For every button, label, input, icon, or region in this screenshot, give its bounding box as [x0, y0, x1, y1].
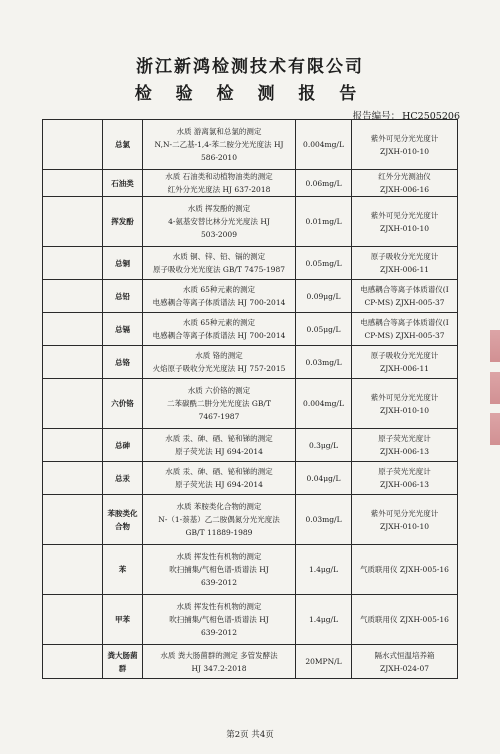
test-item-cell: 粪大肠菌群	[103, 645, 143, 679]
table-row	[43, 313, 458, 346]
table-row	[43, 545, 458, 595]
blank-cell	[43, 247, 103, 280]
method-line: 水质 挥发酚的测定	[187, 204, 251, 213]
blank-cell	[43, 280, 103, 313]
detection-limit-cell: 0.3μg/L	[296, 429, 352, 462]
table-row	[43, 495, 458, 545]
detection-limit-cell: 0.03mg/L	[296, 495, 352, 545]
method-cell	[143, 197, 296, 247]
company-name: 浙江新鸿检测技术有限公司	[136, 57, 364, 77]
method-line: 水质 六价铬的测定	[187, 386, 251, 395]
instrument-cell	[352, 495, 458, 545]
method-line: 水质 65种元素的测定	[183, 318, 255, 327]
method-line: 水质 汞、砷、硒、铋和锑的测定	[165, 434, 273, 443]
method-line: 水质 铜、锌、铅、镉的测定	[172, 252, 266, 261]
table-row	[43, 120, 458, 170]
blank-cell	[43, 429, 103, 462]
method-line: GB/T 11889-1989	[185, 528, 253, 537]
detection-limit-cell: 0.04μg/L	[296, 462, 352, 495]
instrument-line: 紫外可见分光光度计	[370, 392, 439, 402]
method-line: N-（1-萘基）乙二胺偶氮分光光度法	[158, 515, 280, 524]
blank-cell	[43, 313, 103, 346]
method-line: N,N-二乙基-1,4-苯二胺分光光度法 HJ	[154, 140, 284, 149]
test-item-cell: 总镉	[103, 313, 143, 346]
instrument-cell	[352, 645, 458, 679]
blank-cell	[43, 120, 103, 170]
detection-limit-cell: 0.004mg/L	[296, 379, 352, 429]
instrument-line: ZJXH-006-16	[379, 185, 430, 194]
instrument-cell	[352, 379, 458, 429]
test-methods-table	[42, 119, 458, 679]
instrument-line: CP-MS) ZJXH-005-37	[364, 331, 445, 340]
seal-fragment	[490, 372, 500, 404]
blank-cell	[43, 462, 103, 495]
blank-cell	[43, 170, 103, 197]
detection-limit-cell: 0.01mg/L	[296, 197, 352, 247]
test-item-cell: 总铬	[103, 346, 143, 379]
instrument-cell	[352, 429, 458, 462]
detection-limit-cell: 0.05μg/L	[296, 313, 352, 346]
instrument-line: ZJXH-010-10	[379, 521, 430, 531]
instrument-cell	[352, 595, 458, 645]
table-row	[43, 462, 458, 495]
method-line: 原子吸收分光光度法 GB/T 7475-1987	[152, 265, 285, 274]
table-row	[43, 170, 458, 197]
blank-cell	[43, 595, 103, 645]
table-row	[43, 379, 458, 429]
test-item-cell: 总铅	[103, 280, 143, 313]
test-item-cell: 挥发酚	[103, 197, 143, 247]
test-item-cell: 总砷	[103, 429, 143, 462]
report-number-label: 报告编号：	[352, 111, 401, 122]
test-item-cell: 总铜	[103, 247, 143, 280]
method-line: 水质 汞、砷、硒、铋和锑的测定	[165, 467, 273, 476]
method-line: 原子荧光法 HJ 694-2014	[175, 447, 263, 456]
method-line: 水质 石油类和动植物油类的测定	[165, 172, 273, 181]
method-line: 水质 苯胺类化合物的测定	[176, 502, 262, 511]
test-item-cell: 苯	[103, 545, 143, 595]
report-number-value: HC2505206	[402, 111, 460, 122]
method-line: 二苯碳酰二肼分光光度法 GB/T	[167, 399, 271, 408]
instrument-cell	[352, 280, 458, 313]
detection-limit-cell: 0.004mg/L	[296, 120, 352, 170]
blank-cell	[43, 645, 103, 679]
method-cell	[143, 495, 296, 545]
method-line: 吹扫捕集/气相色谱-质谱法 HJ	[169, 615, 269, 624]
method-line: 水质 游离氯和总氯的测定	[176, 127, 262, 136]
instrument-cell	[352, 462, 458, 495]
method-line: 水质 铬的测定	[195, 351, 243, 360]
instrument-line: ZJXH-006-11	[379, 265, 430, 274]
instrument-cell	[352, 545, 458, 595]
detection-limit-cell: 0.05mg/L	[296, 247, 352, 280]
table-row	[43, 346, 458, 379]
instrument-line: ZJXH-006-13	[379, 447, 430, 456]
instrument-line: ZJXH-010-10	[379, 146, 430, 156]
instrument-line: 红外分光测油仪	[378, 172, 431, 181]
instrument-line: ZJXH-006-11	[379, 364, 430, 373]
instrument-cell	[352, 170, 458, 197]
table-row	[43, 429, 458, 462]
instrument-line: 原子吸收分光光度计	[370, 252, 439, 261]
method-line: 吹扫捕集/气相色谱-质谱法 HJ	[169, 565, 269, 574]
test-item-cell: 六价铬	[103, 379, 143, 429]
method-cell	[143, 429, 296, 462]
test-item-cell: 总汞	[103, 462, 143, 495]
method-line: 7467-1987	[198, 412, 240, 421]
blank-cell	[43, 346, 103, 379]
instrument-line: ZJXH-024-07	[379, 663, 430, 673]
method-line: 639-2012	[201, 578, 237, 587]
detection-limit-cell: 1.4μg/L	[296, 545, 352, 595]
instrument-line: ZJXH-010-10	[379, 223, 430, 233]
instrument-line: 紫外可见分光光度计	[370, 133, 439, 143]
detection-limit-cell: 1.4μg/L	[296, 595, 352, 645]
method-cell	[143, 247, 296, 280]
instrument-line: 原子荧光光度计	[378, 434, 431, 443]
method-line: 586-2010	[201, 153, 237, 162]
method-line: 503-2009	[201, 230, 237, 239]
method-line: 水质 粪大肠菌群的测定 多管发酵法	[160, 650, 278, 660]
method-line: 水质 65种元素的测定	[183, 285, 255, 294]
method-line: 原子荧光法 HJ 694-2014	[175, 480, 263, 489]
blank-cell	[43, 379, 103, 429]
instrument-line: 电感耦合等离子体质谱仪(I	[360, 285, 449, 294]
method-cell	[143, 545, 296, 595]
blank-cell	[43, 495, 103, 545]
method-cell	[143, 595, 296, 645]
table-row	[43, 645, 458, 679]
instrument-cell	[352, 313, 458, 346]
instrument-cell	[352, 247, 458, 280]
instrument-line: 紫外可见分光光度计	[370, 210, 439, 220]
instrument-line: ZJXH-006-13	[379, 480, 430, 489]
method-line: 水质 挥发性有机物的测定	[176, 602, 262, 611]
method-cell	[143, 462, 296, 495]
method-line: 4-氨基安替比林分光光度法 HJ	[168, 217, 270, 226]
test-item-cell: 甲苯	[103, 595, 143, 645]
table-row	[43, 247, 458, 280]
detection-limit-cell: 0.03mg/L	[296, 346, 352, 379]
instrument-cell	[352, 120, 458, 170]
method-cell	[143, 313, 296, 346]
detection-limit-cell: 0.09μg/L	[296, 280, 352, 313]
instrument-line: ZJXH-010-10	[379, 405, 430, 415]
blank-cell	[43, 545, 103, 595]
instrument-line: 紫外可见分光光度计	[370, 508, 439, 518]
page-footer: 第2页 共4页	[226, 730, 274, 740]
detection-limit-cell: 0.06mg/L	[296, 170, 352, 197]
table-row	[43, 595, 458, 645]
instrument-line: 电感耦合等离子体质谱仪(I	[360, 318, 449, 327]
instrument-line: 原子吸收分光光度计	[370, 351, 439, 360]
method-cell	[143, 645, 296, 679]
report-title: 检 验 检 测 报 告	[134, 84, 366, 104]
method-line: 火焰原子吸收分光光度法 HJ 757-2015	[152, 364, 286, 373]
instrument-line: 气质联用仪 ZJXH-005-16	[360, 615, 449, 624]
method-line: HJ 347.2-2018	[191, 663, 247, 673]
table-row	[43, 280, 458, 313]
instrument-cell	[352, 197, 458, 247]
blank-cell	[43, 197, 103, 247]
method-cell	[143, 120, 296, 170]
seal-fragment	[490, 330, 500, 362]
instrument-line: CP-MS) ZJXH-005-37	[364, 298, 445, 307]
test-item-cell: 总氯	[103, 120, 143, 170]
method-cell	[143, 346, 296, 379]
method-cell	[143, 379, 296, 429]
instrument-cell	[352, 346, 458, 379]
instrument-line: 气质联用仪 ZJXH-005-16	[360, 565, 449, 574]
test-item-cell: 石油类	[103, 170, 143, 197]
method-line: 639-2012	[201, 628, 237, 637]
instrument-line: 原子荧光光度计	[378, 467, 431, 476]
table-row	[43, 197, 458, 247]
method-line: 电感耦合等离子体质谱法 HJ 700-2014	[152, 298, 286, 307]
seal-fragment	[490, 413, 500, 445]
method-cell	[143, 280, 296, 313]
method-cell	[143, 170, 296, 197]
instrument-line: 隔水式恒温培养箱	[374, 650, 435, 660]
method-line: 红外分光光度法 HJ 637-2018	[167, 185, 271, 194]
method-line: 水质 挥发性有机物的测定	[176, 552, 262, 561]
test-item-cell: 苯胺类化合物	[103, 495, 143, 545]
method-line: 电感耦合等离子体质谱法 HJ 700-2014	[152, 331, 286, 340]
detection-limit-cell: 20MPN/L	[296, 645, 352, 679]
